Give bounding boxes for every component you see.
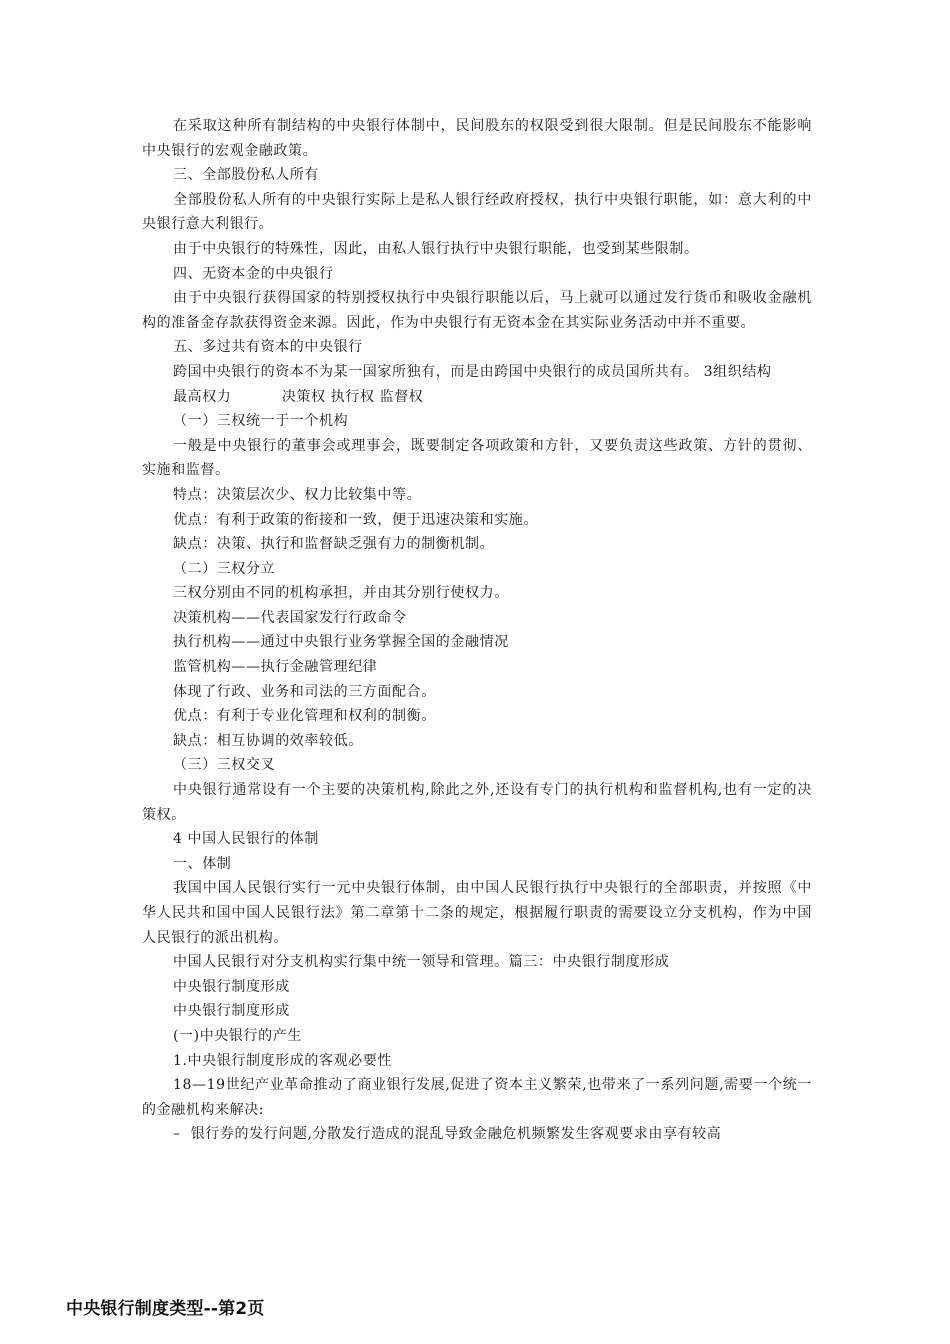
section-heading: 中央银行制度形成	[173, 978, 290, 995]
paragraph: 我国中国人民银行实行一元中央银行体制，由中国人民银行执行中央银行的全部职责，并按照《中华人民共和国中国人民银行法》第二章第十二条的规定，根据履行职责的需要设立分支机构，作为中国人民银行的派出机构。	[142, 880, 812, 946]
paragraph: 优点：有利于专业化管理和权利的制衡。	[173, 708, 436, 725]
section-heading: 1.中央银行制度形成的客观必要性	[173, 1052, 392, 1069]
paragraph: 缺点：决策、执行和监督缺乏强有力的制衡机制。	[173, 536, 495, 553]
paragraph: 三权分别由不同的机构承担，并由其分别行使权力。	[173, 585, 509, 602]
section-heading: （二）三权分立	[173, 560, 276, 577]
paragraph: 执行机构——通过中央银行业务掌握全国的金融情况	[173, 634, 509, 651]
page-footer: 中央银行制度类型--第2页	[66, 1299, 265, 1319]
document-body	[142, 114, 812, 1147]
section-heading: 4 中国人民银行的体制	[173, 831, 319, 848]
paragraph: 由于中央银行获得国家的特别授权执行中央银行职能以后，马上就可以通过发行货币和吸收金融机构的准备金存款获得资金来源。因此，作为中央银行有无资本金在其实际业务活动中并不重要。	[142, 290, 812, 331]
list-item: – 银行券的发行问题,分散发行造成的混乱导致金融危机频繁发生客观要求由享有较高	[173, 1126, 722, 1143]
paragraph: 跨国中央银行的资本不为某一国家所独有，而是由跨国中央银行的成员国所共有。 3组织结构	[173, 363, 772, 380]
paragraph: 18—19世纪产业革命推动了商业银行发展,促进了资本主义繁荣,也带来了一系列问题,需要一个统一的金融机构来解决:	[142, 1077, 812, 1118]
paragraph: 由于中央银行的特殊性，因此，由私人银行执行中央银行职能，也受到某些限制。	[173, 240, 699, 257]
section-heading: 五、多过共有资本的中央银行	[173, 339, 363, 356]
paragraph: 监管机构——执行金融管理纪律	[173, 659, 378, 676]
section-heading: （一）三权统一于一个机构	[173, 413, 349, 430]
paragraph: 优点：有利于政策的衔接和一致，便于迅速决策和实施。	[173, 511, 538, 528]
paragraph: 全部股份私人所有的中央银行实际上是私人银行经政府授权，执行中央银行职能，如：意大利的中央银行意大利银行。	[142, 191, 812, 233]
paragraph: 缺点：相互协调的效率较低。	[173, 732, 363, 749]
paragraph: 决策机构——代表国家发行行政命令	[173, 609, 407, 626]
paragraph: 一般是中央银行的董事会或理事会，既要制定各项政策和方针，又要负责这些政策、方针的贯彻、实施和监督。	[142, 437, 812, 479]
paragraph: 特点：决策层次少、权力比较集中等。	[173, 486, 422, 503]
section-heading: 三、全部股份私人所有	[173, 167, 319, 184]
section-heading: （三）三权交叉	[173, 757, 276, 774]
paragraph: 最高权力 决策权 执行权 监督权	[173, 388, 424, 405]
section-heading: (一)中央银行的产生	[173, 1027, 302, 1044]
paragraph: 体现了行政、业务和司法的三方面配合。	[173, 683, 436, 700]
paragraph: 在采取这种所有制结构的中央银行体制中，民间股东的权限受到很大限制。但是民间股东不能影响中央银行的宏观金融政策。	[142, 118, 812, 159]
paragraph: 中央银行通常设有一个主要的决策机构,除此之外,还设有专门的执行机构和监督机构,也有一定的决策权。	[142, 782, 812, 823]
section-heading: 四、无资本金的中央银行	[173, 265, 334, 282]
section-heading: 中央银行制度形成	[173, 1003, 290, 1020]
paragraph: 中国人民银行对分支机构实行集中统一领导和管理。篇三：中央银行制度形成	[173, 954, 670, 971]
section-heading: 一、体制	[173, 855, 232, 872]
